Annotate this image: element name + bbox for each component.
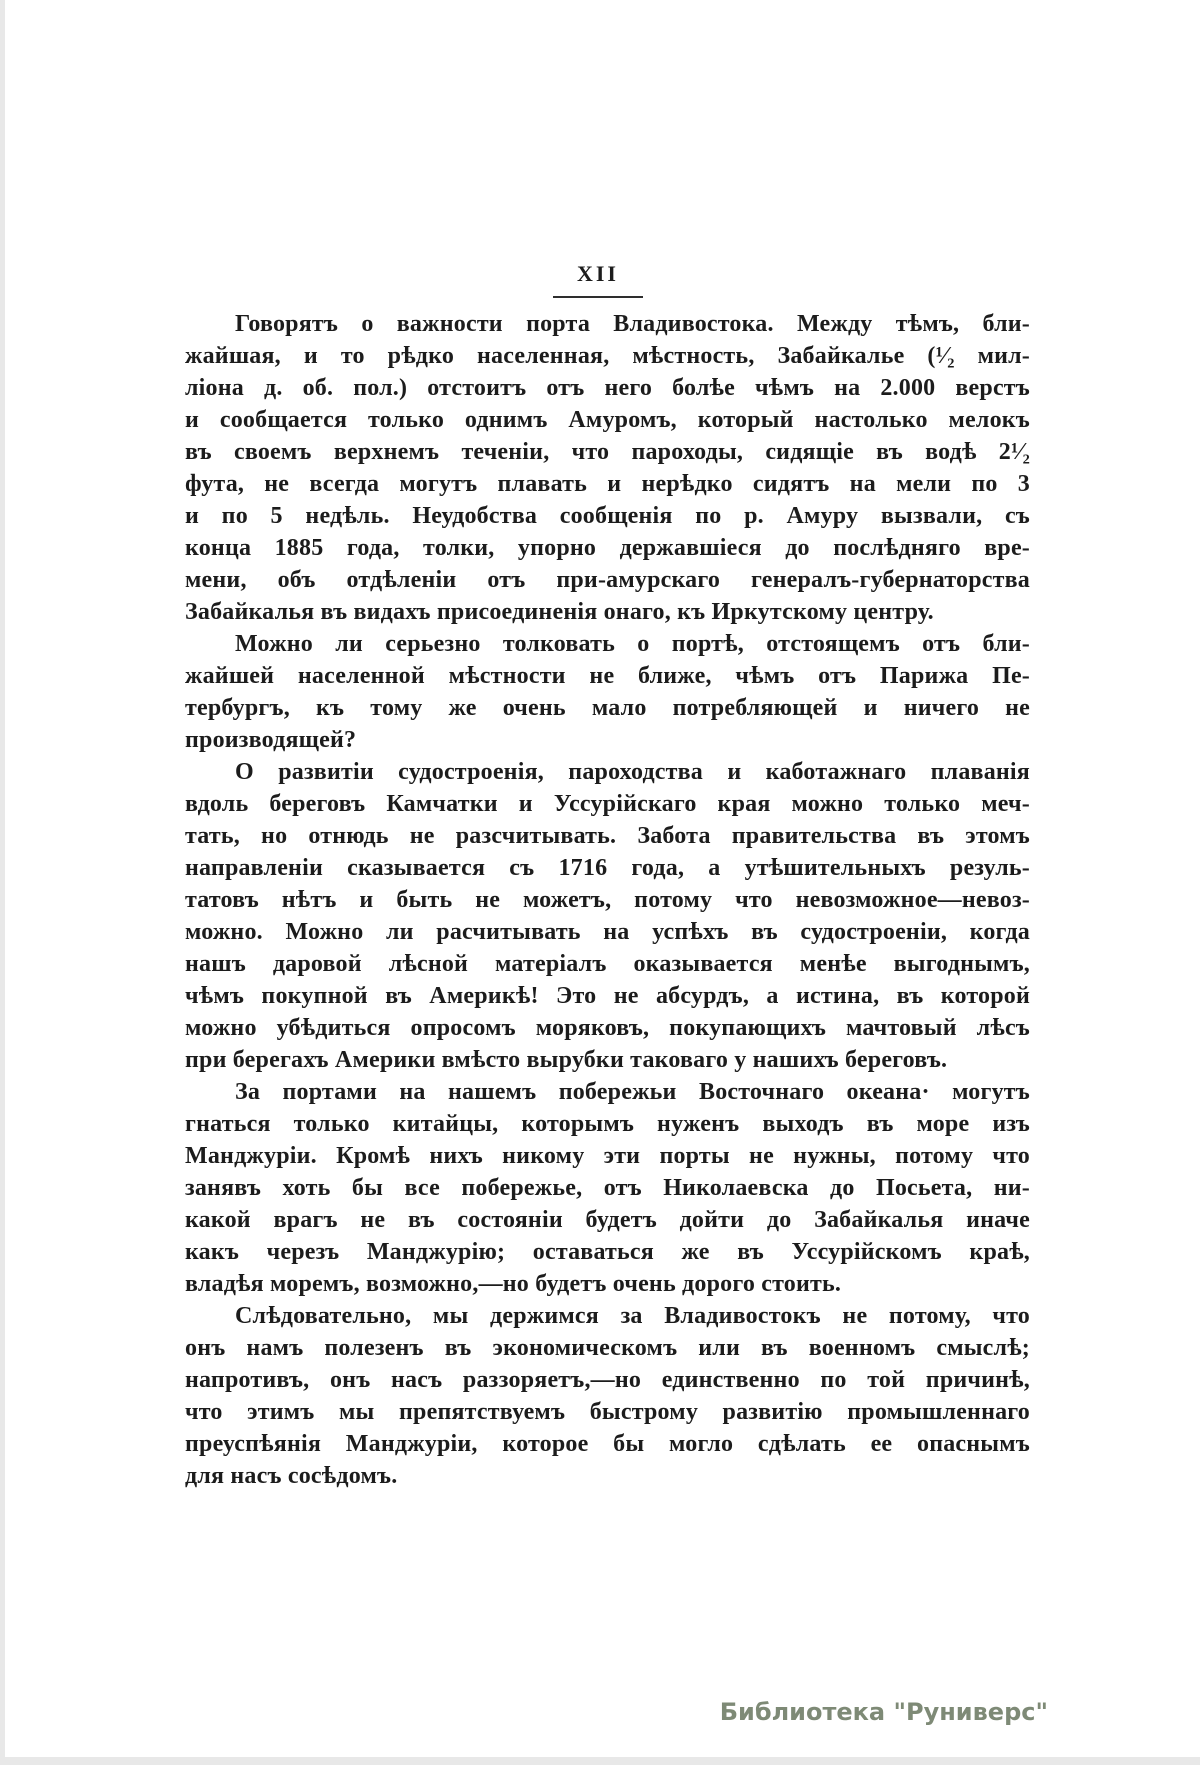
text-line: Слѣдовательно, мы держимся за Владивостокъ не потому, что: [235, 1303, 1030, 1329]
text-line: въ своемъ верхнемъ теченіи, что пароходы, сидящіе въ водѣ 2¹⁄₂: [185, 439, 1030, 465]
text-line: что этимъ мы препятствуемъ быстрому развитію промышленнаго: [185, 1399, 1030, 1425]
text-line: для насъ сосѣдомъ.: [185, 1463, 398, 1489]
text-line: при берегахъ Америки вмѣсто вырубки таковаго у нашихъ береговъ.: [185, 1047, 948, 1073]
text-line: можно. Можно ли расчитывать на успѣхъ въ судостроеніи, когда: [185, 919, 1030, 945]
text-line: мени, объ отдѣленіи отъ при-амурскаго генералъ-губернаторства: [185, 567, 1030, 593]
text-line: Забайкалья въ видахъ присоединенія онаго, къ Иркутскому центру.: [185, 599, 934, 625]
page-body-text: [185, 308, 1030, 1492]
text-line: О развитіи судостроенія, пароходства и каботажнаго плаванія: [235, 759, 1030, 785]
text-line: За портами на нашемъ побережьи Восточнаго океана· могутъ: [235, 1079, 1030, 1105]
text-line: занявъ хоть бы все побережье, отъ Николаевска до Посьета, ни-: [185, 1175, 1030, 1201]
text-line: направленіи сказывается съ 1716 года, а утѣшительныхъ резуль-: [185, 855, 1030, 881]
text-line: и по 5 недѣль. Неудобства сообщенія по р. Амуру вызвали, съ: [185, 503, 1030, 529]
text-line: преуспѣянія Манджуріи, которое бы могло сдѣлать ее опаснымъ: [185, 1431, 1030, 1457]
text-line: какой врагъ не въ состояніи будетъ дойти до Забайкалья иначе: [185, 1207, 1030, 1233]
text-line: онъ намъ полезенъ въ экономическомъ или въ военномъ смыслѣ;: [185, 1335, 1030, 1361]
page-number-roman: XII: [576, 261, 619, 286]
text-line: жайшая, и то рѣдко населенная, мѣстность, Забайкалье (¹⁄₂ мил-: [185, 343, 1030, 369]
text-line: вдоль береговъ Камчатки и Уссурійскаго края можно только меч-: [185, 791, 1030, 817]
text-line: ліона д. об. пол.) отстоитъ отъ него болѣе чѣмъ на 2.000 верстъ: [185, 375, 1030, 401]
text-line: владѣя моремъ, возможно,—но будетъ очень дорого стоить.: [185, 1271, 842, 1297]
text-line: татовъ нѣтъ и быть не можетъ, потому что невозможное—невоз-: [185, 887, 1030, 913]
text-line: Можно ли серьезно толковать о портѣ, отстоящемъ отъ бли-: [235, 631, 1030, 657]
text-line: нашъ даровой лѣсной матеріалъ оказывается менѣе выгоднымъ,: [185, 951, 1030, 977]
text-line: производящей?: [185, 727, 357, 753]
text-line: Манджуріи. Кромѣ нихъ никому эти порты не нужны, потому что: [185, 1143, 1030, 1169]
text-line: и сообщается только однимъ Амуромъ, который настолько мелокъ: [185, 407, 1030, 433]
text-line: можно убѣдиться опросомъ моряковъ, покупающихъ мачтовый лѣсъ: [185, 1015, 1030, 1041]
text-line: гнаться только китайцы, которымъ нуженъ выходъ въ море изъ: [185, 1111, 1030, 1137]
text-line: тать, но отнюдь не разсчитывать. Забота правительства въ этомъ: [185, 823, 1030, 849]
text-line: фута, не всегда могутъ плавать и нерѣдко сидятъ на мели по 3: [185, 471, 1030, 497]
scan-edge-left: [0, 0, 5, 1765]
text-line: тербургъ, къ тому же очень мало потребляющей и ничего не: [185, 695, 1030, 721]
text-line: Говорятъ о важности порта Владивостока. Между тѣмъ, бли-: [235, 311, 1030, 337]
text-line: жайшей населенной мѣстности не ближе, чѣмъ отъ Парижа Пе-: [185, 663, 1030, 689]
text-line: какъ черезъ Манджурію; оставаться же въ Уссурійскомъ краѣ,: [185, 1239, 1030, 1265]
text-line: чѣмъ покупной въ Америкѣ! Это не абсурдъ, а истина, въ которой: [185, 983, 1030, 1009]
library-watermark: Библиотека "Руниверс": [719, 1698, 1048, 1726]
scan-edge-bottom: [0, 1757, 1200, 1765]
header-rule: [553, 296, 643, 298]
text-line: конца 1885 года, толки, упорно державшіеся до послѣдняго вре-: [185, 535, 1030, 561]
text-line: напротивъ, онъ насъ раззоряетъ,—но единственно по той причинѣ,: [185, 1367, 1030, 1393]
